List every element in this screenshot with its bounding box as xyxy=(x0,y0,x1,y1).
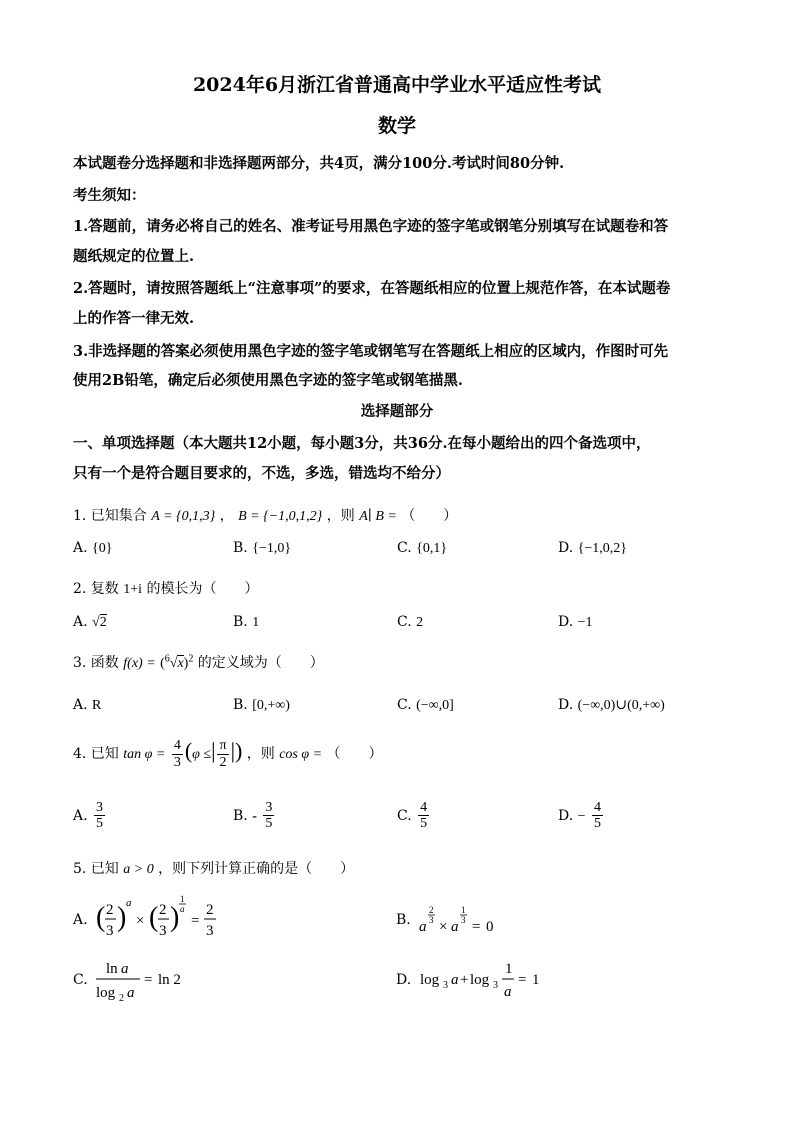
q2-expr: 1+i xyxy=(123,582,143,597)
q1-c-label: C. xyxy=(397,540,412,556)
q4-tan-fraction xyxy=(172,738,183,770)
svg-text:2: 2 xyxy=(206,902,214,918)
q1-expr: A∣ B = xyxy=(359,509,397,524)
section-label: 选择题部分 xyxy=(360,403,434,420)
notice-item-3a: 3.非选择题的答案必须使用黑色字迹的签字笔或钢笔写在答题纸上相应的区域内，作图时可先 xyxy=(73,343,669,360)
svg-text:a: a xyxy=(180,904,185,914)
question-2 xyxy=(73,578,259,598)
q3-root-index: 6 xyxy=(164,653,170,665)
q3-prefix: 3. 函数 xyxy=(73,655,119,671)
svg-text:(: ( xyxy=(96,902,106,933)
q1-prefix: 1. 已知集合 xyxy=(73,508,147,524)
q3-d-value: (−∞,0)∪(0,+∞) xyxy=(577,698,665,713)
svg-text:2: 2 xyxy=(429,905,434,915)
part-heading-b: 只有一个是符合题目要求的，不选，多选，错选均不给分） xyxy=(73,465,450,482)
q3-option-a xyxy=(73,697,101,714)
q1-a-label: A. xyxy=(73,540,88,556)
svg-text:1: 1 xyxy=(531,972,540,988)
q5-a-label: A. xyxy=(73,912,88,928)
q2-c-value: 2 xyxy=(416,615,424,630)
q4-cond-fraction xyxy=(217,738,228,770)
q5-option-c xyxy=(73,955,202,1005)
q3-power: 2 xyxy=(188,653,194,665)
notice-heading: 考生须知： xyxy=(73,187,146,204)
q2-c-label: C. xyxy=(397,614,412,630)
q1-a-value: {0} xyxy=(92,541,113,556)
subject-title: 数学 xyxy=(377,115,416,137)
q3-d-label: D. xyxy=(558,697,574,713)
q3-a-value: R xyxy=(92,698,102,713)
q4-b-label: B. xyxy=(233,807,248,824)
question-5 xyxy=(73,858,354,878)
q4-c-num: 4 xyxy=(420,800,428,815)
svg-text:=: = xyxy=(191,913,200,929)
q5-option-d xyxy=(396,955,546,1005)
q4-d-sign: − xyxy=(577,808,586,824)
page-title: 2024年6月浙江省普通高中学业水平适应性考试 xyxy=(192,74,602,96)
q1-option-d xyxy=(558,540,627,557)
q2-a-value: 2 xyxy=(99,615,107,630)
q3-b-value: [0,+∞) xyxy=(252,698,290,713)
q5-option-a xyxy=(73,895,222,945)
q4-tan-den: 3 xyxy=(173,754,181,770)
q1-c-value: {0,1} xyxy=(416,541,448,556)
q3-option-c xyxy=(397,697,454,714)
q5-b-label: B. xyxy=(396,912,411,928)
q2-b-label: B. xyxy=(233,614,248,630)
svg-text:=: = xyxy=(472,919,481,935)
svg-text:3: 3 xyxy=(429,915,434,925)
q1-option-a xyxy=(73,540,112,557)
q4-option-a xyxy=(73,800,107,832)
q4-a-label: A. xyxy=(73,807,88,824)
svg-text:3: 3 xyxy=(159,923,167,939)
svg-text:(: ( xyxy=(149,902,159,933)
svg-text:3: 3 xyxy=(492,980,498,991)
q4-b-num: 3 xyxy=(265,800,273,815)
svg-text:ln 2: ln 2 xyxy=(158,972,182,988)
q1-d-value: {−1,0,2} xyxy=(577,541,627,556)
q3-suffix: 的定义域为（ ） xyxy=(197,655,324,671)
q5-c-formula xyxy=(92,955,202,1005)
q4-a-num: 3 xyxy=(96,800,104,815)
svg-text:2: 2 xyxy=(106,902,114,918)
q5-b-formula xyxy=(415,895,515,945)
q1-set-b: B = {−1,0,1,2} xyxy=(238,509,323,524)
q2-option-d xyxy=(558,614,593,631)
svg-text:log: log xyxy=(96,985,116,1001)
q4-tan-num: 4 xyxy=(173,738,181,754)
q4-c-fraction xyxy=(418,800,429,832)
q3-option-d xyxy=(558,697,665,714)
q5-prefix: 5. 已知 xyxy=(73,861,119,877)
q4-cos: cos φ = xyxy=(279,747,323,762)
svg-text:a: a xyxy=(503,984,512,1000)
svg-text:2: 2 xyxy=(119,993,125,1004)
q5-d-label: D. xyxy=(396,972,412,988)
q3-a-label: A. xyxy=(73,697,88,713)
q5-c-label: C. xyxy=(73,972,88,988)
q5-a-formula xyxy=(92,895,222,945)
q5-cond: a > 0 xyxy=(123,862,154,877)
q4-b-sign: - xyxy=(252,808,257,824)
svg-text:3: 3 xyxy=(106,923,114,939)
q3-root-var: x xyxy=(177,656,184,671)
q1-d-label: D. xyxy=(558,540,574,556)
q1-ask: ，则 xyxy=(326,508,355,524)
notice-item-3b: 使用2B铅笔，确定后必须使用黑色字迹的签字笔或钢笔描黑. xyxy=(73,372,463,389)
notice-item-1a: 1.答题前，请务必将自己的姓名、准考证号用黑色字迹的签字笔或钢笔分别填写在试题卷和答 xyxy=(73,218,669,235)
q3-c-value: (−∞,0] xyxy=(416,698,454,713)
q1-option-c xyxy=(397,540,447,557)
q4-d-den: 5 xyxy=(594,816,601,832)
q4-a-den: 5 xyxy=(96,816,104,832)
q2-d-label: D. xyxy=(558,614,574,630)
q1-sep: ， xyxy=(219,508,234,524)
q3-root-expr: $(^6√x)^2$ xyxy=(160,653,194,671)
svg-text:a: a xyxy=(126,897,132,909)
svg-text:=: = xyxy=(144,972,153,988)
question-3 xyxy=(73,652,324,672)
svg-text:): ) xyxy=(117,902,127,933)
notice-item-2b: 上的作答一律无效. xyxy=(73,310,195,327)
q2-a-sqrt: √2 xyxy=(92,615,107,630)
svg-text:3: 3 xyxy=(442,980,448,991)
q4-ask: ，则 xyxy=(246,746,275,762)
svg-text:a: a xyxy=(451,919,459,935)
svg-text:3: 3 xyxy=(461,915,466,925)
part-heading-a: 一、单项选择题（本大题共12小题，每小题3分，共36分.在每小题给出的四个备选项中， xyxy=(73,435,651,452)
q3-c-label: C. xyxy=(397,697,412,713)
q2-prefix: 2. 复数 xyxy=(73,581,119,597)
q3-b-label: B. xyxy=(233,697,248,713)
q1-b-value: {−1,0} xyxy=(252,541,292,556)
q4-prefix: 4. 已知 xyxy=(73,746,119,762)
q4-paren: （ ） xyxy=(326,746,383,762)
notice-item-2a: 2.答题时，请按照答题纸上“注意事项”的要求，在答题纸相应的位置上规范作答，在本试题卷 xyxy=(73,280,671,297)
q4-cond-num: π xyxy=(219,738,227,754)
q4-option-d xyxy=(558,800,605,832)
svg-text:a: a xyxy=(121,961,129,977)
q2-a-label: A. xyxy=(73,614,88,630)
q1-option-b xyxy=(233,540,291,557)
q4-d-fraction xyxy=(592,800,603,832)
svg-text:2: 2 xyxy=(159,902,167,918)
svg-text:a: a xyxy=(450,972,459,988)
svg-text:×: × xyxy=(439,919,448,935)
svg-text:ln: ln xyxy=(106,961,118,977)
q5-option-b xyxy=(396,895,515,945)
q1-set-a: A = {0,1,3} xyxy=(151,509,216,524)
q5-suffix: ，则下列计算正确的是（ ） xyxy=(158,861,355,877)
q1-paren: （ ） xyxy=(401,508,458,524)
q2-d-value: −1 xyxy=(577,615,593,630)
svg-text:log: log xyxy=(419,972,439,988)
svg-text:): ) xyxy=(170,902,180,933)
svg-text:a: a xyxy=(419,919,427,935)
q4-cond-den: 2 xyxy=(219,754,227,770)
svg-text:=: = xyxy=(517,972,527,988)
q4-b-den: 5 xyxy=(265,816,273,832)
question-4: 4. 已知 tan φ = $\frac{4}{3}$ (φ ≤| $\frac{\pi}{2}$ |) ，则 cos φ = （ ） xyxy=(73,738,383,770)
q2-suffix: 的模长为（ ） xyxy=(146,581,259,597)
intro-line: 本试题卷分选择题和非选择题两部分，共4页，满分100分.考试时间80分钟. xyxy=(73,155,565,172)
q4-cond: φ ≤ xyxy=(192,747,212,762)
q4-tan: tan φ = xyxy=(123,747,166,762)
q4-d-num: 4 xyxy=(594,800,601,815)
svg-text:×: × xyxy=(136,913,145,929)
q2-option-a xyxy=(73,614,107,631)
q2-b-value: 1 xyxy=(252,615,260,630)
svg-text:0: 0 xyxy=(486,919,494,935)
q4-b-fraction xyxy=(263,800,274,832)
question-1 xyxy=(73,505,457,525)
q3-function: f(x) = xyxy=(123,656,156,671)
svg-text:1: 1 xyxy=(180,895,185,904)
q4-a-fraction xyxy=(94,800,105,832)
q5-d-formula xyxy=(416,955,546,1005)
svg-text:a: a xyxy=(127,985,135,1001)
svg-text:log: log xyxy=(469,972,489,988)
q4-c-label: C. xyxy=(397,807,412,824)
q4-d-label: D. xyxy=(558,807,574,824)
q1-b-label: B. xyxy=(233,540,248,556)
svg-text:3: 3 xyxy=(206,923,214,939)
q4-option-b xyxy=(233,800,276,832)
q2-option-b xyxy=(233,614,259,631)
q3-option-b xyxy=(233,697,290,714)
svg-text:+: + xyxy=(459,972,469,988)
svg-text:1: 1 xyxy=(461,905,466,915)
q4-c-den: 5 xyxy=(420,816,428,832)
q4-option-c xyxy=(397,800,431,832)
notice-item-1b: 题纸规定的位置上. xyxy=(73,248,195,265)
svg-text:1: 1 xyxy=(504,961,513,977)
q2-option-c xyxy=(397,614,423,631)
